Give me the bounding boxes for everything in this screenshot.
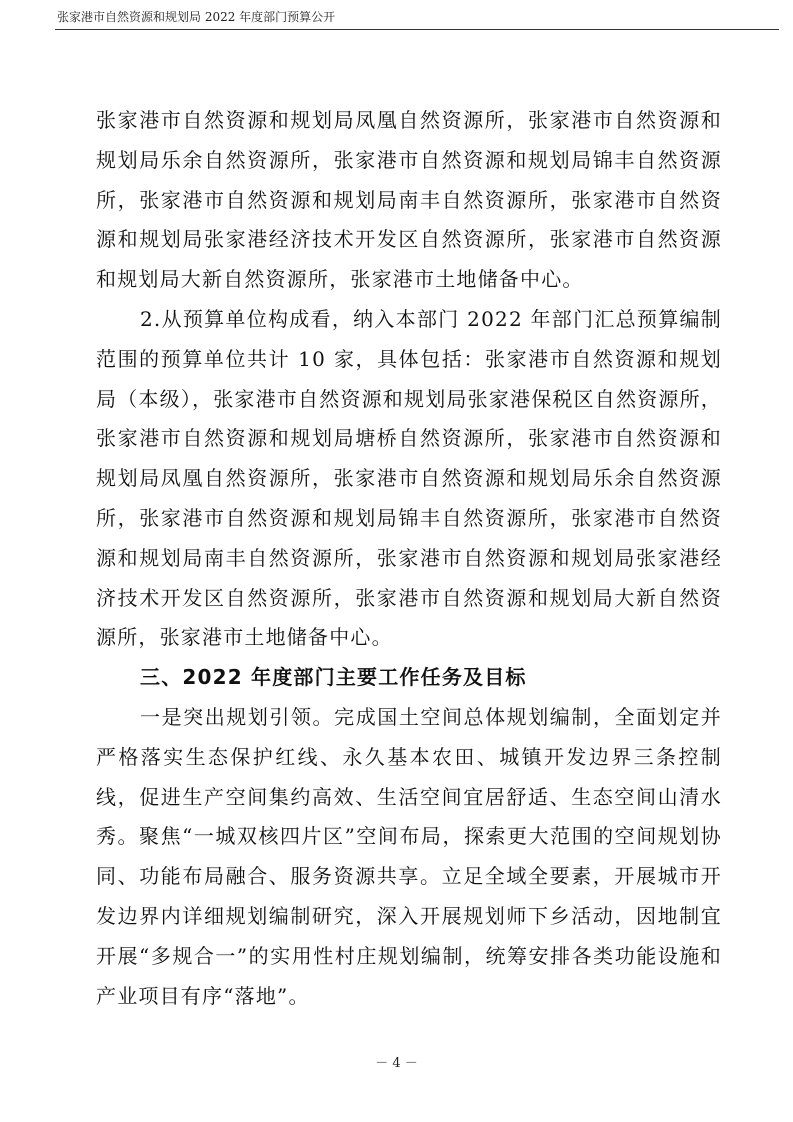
paragraph-unit-list-continued: 张家港市自然资源和规划局凤凰自然资源所，张家港市自然资源和规划局乐余自然资源所，张家港市自然资源和规划局锦丰自然资源所，张家港市自然资源和规划局南丰自然资源所，张家港市自然资源和规划局张家港经济技术开发区自然资源所，张家港市自然资源和规划局大新自然资源所，张家港市土地储备中心。 xyxy=(96,108,722,292)
paragraph-planning-guidance: 一是突出规划引领。完成国土空间总体规划编制，全面划定并严格落实生态保护红线、永久基本农田、城镇开发边界三条控制线，促进生产空间集约高效、生活空间宜居舒适、生态空间山清水秀。聚焦“一城双核四片区”空间布局，探索更大范围的空间规划协同、功能布局融合、服务资源共享。立足全域全要素，开展城市开发边界内详细规划编制研究，深入开展规划师下乡活动，因地制宜开展“多规合一”的实用性村庄规划编制，统筹安排各类功能设施和产业项目有序“落地”。 xyxy=(96,704,722,1008)
paragraph-budget-units: 2.从预算单位构成看，纳入本部门 2022 年部门汇总预算编制范围的预算单位共计 10 家，具体包括：张家港市自然资源和规划局（本级），张家港市自然资源和规划局张家港保税区自然资源所，张家港市自然资源和规划局塘桥自然资源所，张家港市自然资源和规划局凤凰自然资源所，张家港市自然资源和规划局乐余自然资源所，张家港市自然资源和规划局锦丰自然资源所，张家港市自然资源和规划局南丰自然资源所，张家港市自然资源和规划局张家港经济技术开发区自然资源所，张家港市自然资源和规划局大新自然资源所，张家港市土地储备中心。 xyxy=(96,306,722,650)
header-divider xyxy=(55,29,779,30)
document-body xyxy=(96,101,722,1016)
page-number: － 4 － xyxy=(375,1056,418,1071)
running-header: 张家港市自然资源和规划局 2022 年度部门预算公开 xyxy=(57,10,336,24)
section-heading-main-tasks: 三、2022 年度部门主要工作任务及目标 xyxy=(140,665,527,690)
